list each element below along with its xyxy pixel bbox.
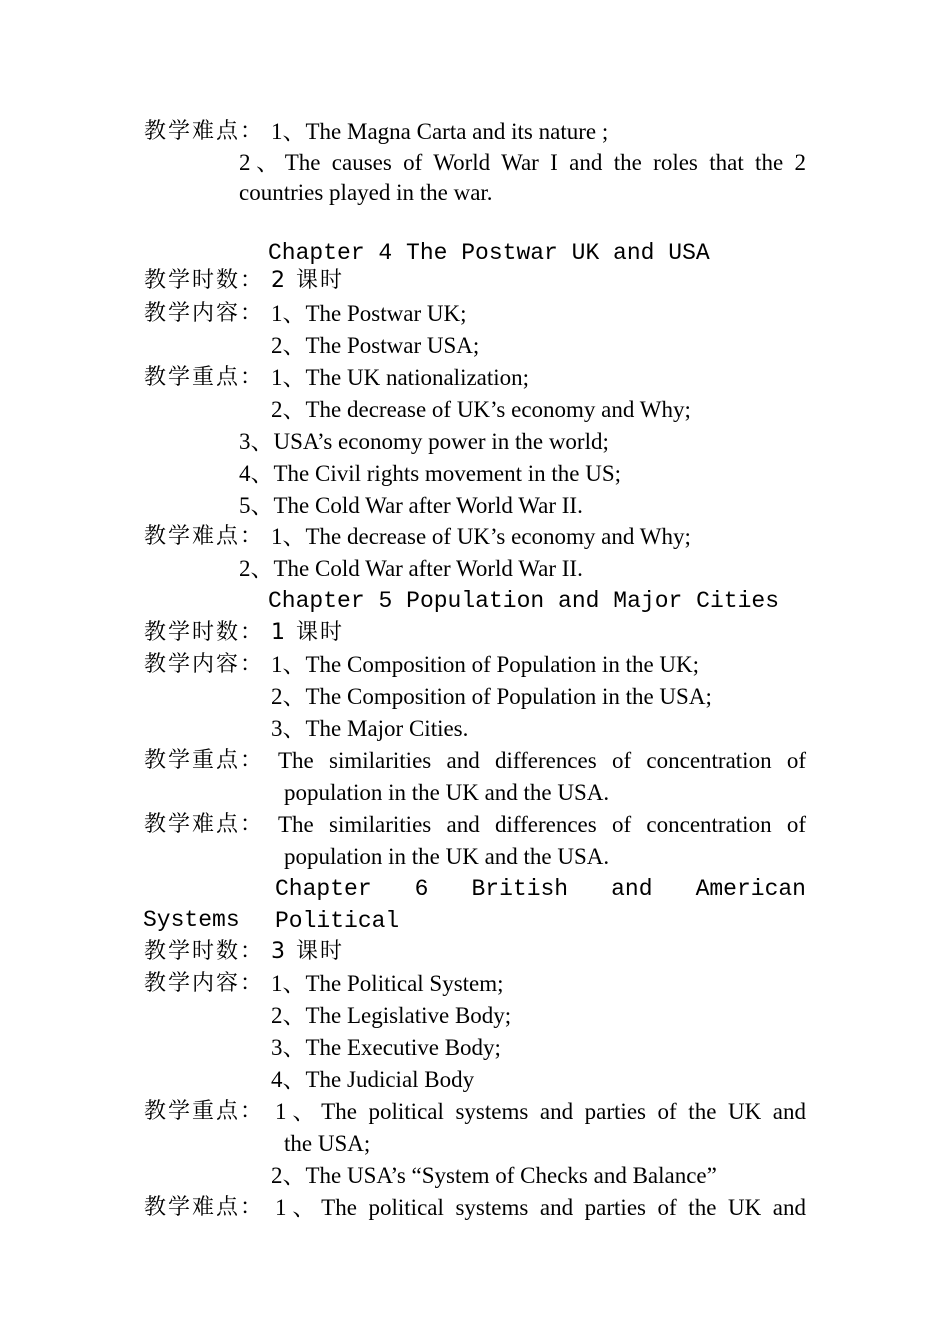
line-text: 3、The Executive Body;	[271, 1035, 501, 1060]
line-text: 3、USA’s economy power in the world;	[239, 429, 609, 454]
line-text: 2、The Postwar USA;	[271, 333, 480, 358]
chapter-heading: Chapter 5 Population and Major Cities	[268, 588, 779, 614]
line-text: population in the UK and the USA.	[284, 844, 610, 869]
line-text: 1、The Composition of Population in the UK;	[271, 652, 700, 677]
section-label: 教学内容：	[144, 971, 265, 996]
section-label: 教学难点：	[144, 1195, 265, 1220]
line-text: The similarities and differences of concentration of	[278, 812, 806, 837]
line-text: 2、The Cold War after World War II.	[239, 556, 583, 581]
section-label: 教学难点：	[144, 812, 265, 837]
line-text: 1、The political systems and parties of the UK and	[275, 1099, 806, 1124]
line-text: the USA;	[284, 1131, 371, 1156]
section-label: 教学重点：	[144, 365, 265, 390]
line-text: 1、The UK nationalization;	[271, 365, 530, 390]
section-label: 教学内容：	[144, 301, 265, 326]
line-text: 4、The Judicial Body	[271, 1067, 475, 1092]
section-label: 教学重点：	[144, 748, 265, 773]
line-text: 2、The Composition of Population in the USA;	[271, 684, 712, 709]
section-label: 教学时数：	[144, 620, 265, 645]
line-text: 3、The Major Cities.	[271, 716, 469, 741]
line-text: 1、The decrease of UK’s economy and Why;	[271, 524, 691, 549]
chapter-heading: Chapter 4 The Postwar UK and USA	[268, 240, 710, 266]
chapter-heading-continued: Systems	[143, 907, 240, 933]
line-text: 1、The Postwar UK;	[271, 301, 467, 326]
line-text: countries played in the war.	[239, 180, 493, 205]
section-label: 教学内容：	[144, 652, 265, 677]
section-label: 教学时数：	[144, 939, 265, 964]
section-label: 教学难点：	[144, 119, 265, 144]
section-label: 教学重点：	[144, 1099, 265, 1124]
line-text: 3 课时	[271, 939, 344, 964]
line-text: 1、The political systems and parties of the UK and	[275, 1195, 806, 1220]
line-text: 1、The Political System;	[271, 971, 504, 996]
line-text: 4、The Civil rights movement in the US;	[239, 461, 622, 486]
chapter-heading: Chapter 6 British and American Political	[275, 876, 806, 934]
line-text: 1 课时	[271, 620, 344, 645]
line-text: 5、The Cold War after World War II.	[239, 493, 583, 518]
line-text: 1、The Magna Carta and its nature ;	[271, 119, 609, 144]
section-label: 教学时数：	[144, 268, 265, 293]
line-text: 2、The USA’s “System of Checks and Balance”	[271, 1163, 717, 1188]
line-text: The similarities and differences of concentration of	[278, 748, 806, 773]
line-text: 2、The Legislative Body;	[271, 1003, 512, 1028]
line-text: 2 课时	[271, 268, 344, 293]
section-label: 教学难点：	[144, 524, 265, 549]
line-text: 2、The decrease of UK’s economy and Why;	[271, 397, 691, 422]
line-text: 2、The causes of World War I and the roles that the 2	[239, 150, 806, 175]
line-text: population in the UK and the USA.	[284, 780, 610, 805]
